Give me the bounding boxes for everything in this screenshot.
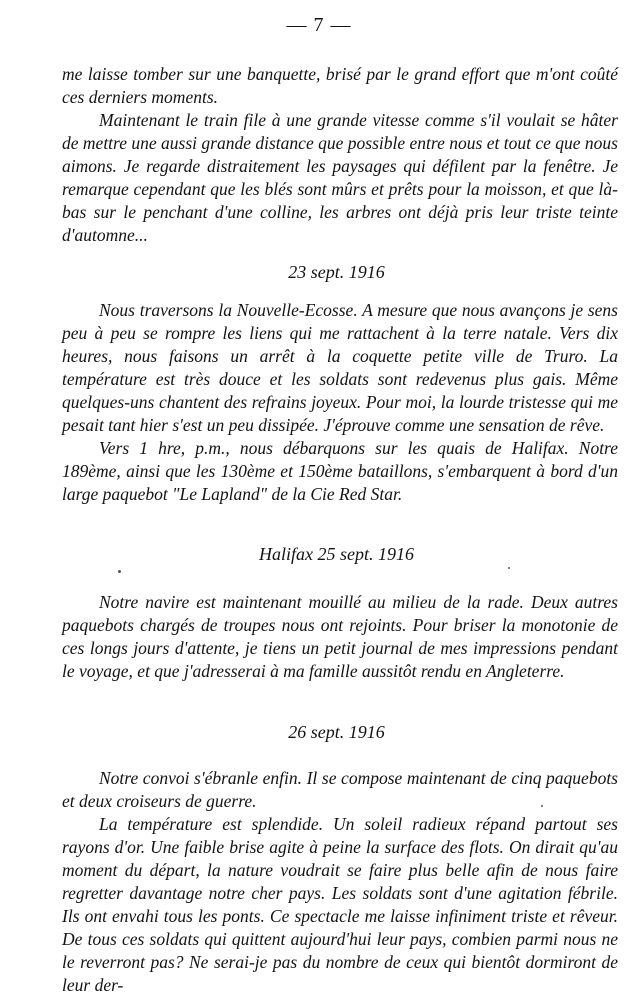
print-speck: [508, 567, 510, 569]
section-2-text: [62, 299, 618, 506]
section-4-text: [62, 767, 618, 997]
print-speck: [541, 805, 543, 807]
paragraph: me laisse tomber sur une banquette, brisé par le grand effort que m'ont coûté ces derniers moments.: [62, 64, 618, 107]
section-1-text: [62, 63, 618, 247]
paragraph: Nous traversons la Nouvelle-Ecosse. A mesure que nous avançons je sens peu à peu se rompre les liens qui me rattachent à la terre natale. Vers dix heures, nous faisons un arrêt à la coquette petite ville de Truro. La température est très douce et les soldats sont redevenus plus gais. Même quelques-uns chantent des refrains joyeux. Pour moi, la lourde tristesse qui me pesait tant hier s'est un peu dissipée. J'éprouve comme une sensation de rêve.: [62, 300, 618, 435]
paragraph: La température est splendide. Un soleil radieux répand partout ses rayons d'or. Une faible brise agite à peine la surface des flots. On dirait qu'au moment du départ, la nature voudrait se faire plus belle afin de nous faire regretter davantage notre cher pays. Les soldats sont d'une agitation fébrile. Ils ont envahi tous les ponts. Ce spectacle me laisse infiniment triste et rêveur. De tous ces soldats qui quittent aujourd'hui leur pays, combien parmi nous ne le reverront pas? Ne serai-je pas du nombre de ceux qui bientôt dormiront de leur der-: [62, 814, 618, 995]
print-speck: [118, 570, 121, 573]
paragraph: Maintenant le train file à une grande vitesse comme s'il voulait se hâter de mettre une aussi grande distance que possible entre nous et tout ce que nous aimons. Je regarde distraitement les paysages qui défilent par la fenêtre. Je remarque cependant que les blés sont mûrs et prêts pour la moisson, et que là-bas sur le penchant d'une colline, les arbres ont déjà pris leur triste teinte d'automne...: [62, 110, 618, 245]
paragraph: Notre navire est maintenant mouillé au milieu de la rade. Deux autres paquebots chargés de troupes nous ont rejoints. Pour briser la monotonie de ces longs jours d'attente, je tiens un petit journal de mes impressions pendant le voyage, et que j'adresserai à ma famille aussitôt rendu en Angleterre.: [62, 592, 618, 681]
date-heading: 26 sept. 1916: [288, 722, 385, 742]
date-heading: Halifax 25 sept. 1916: [259, 544, 414, 564]
page-number: — 7 —: [286, 14, 352, 36]
date-heading: 23 sept. 1916: [288, 262, 385, 282]
section-3-text: [62, 591, 618, 683]
paragraph: Notre convoi s'ébranle enfin. Il se compose maintenant de cinq paquebots et deux croiseurs de guerre.: [62, 768, 618, 811]
paragraph: Vers 1 hre, p.m., nous débarquons sur les quais de Halifax. Notre 189ème, ainsi que les 130ème et 150ème bataillons, s'embarquent à bord d'un large paquebot "Le Lapland" de la Cie Red Star.: [62, 438, 618, 504]
